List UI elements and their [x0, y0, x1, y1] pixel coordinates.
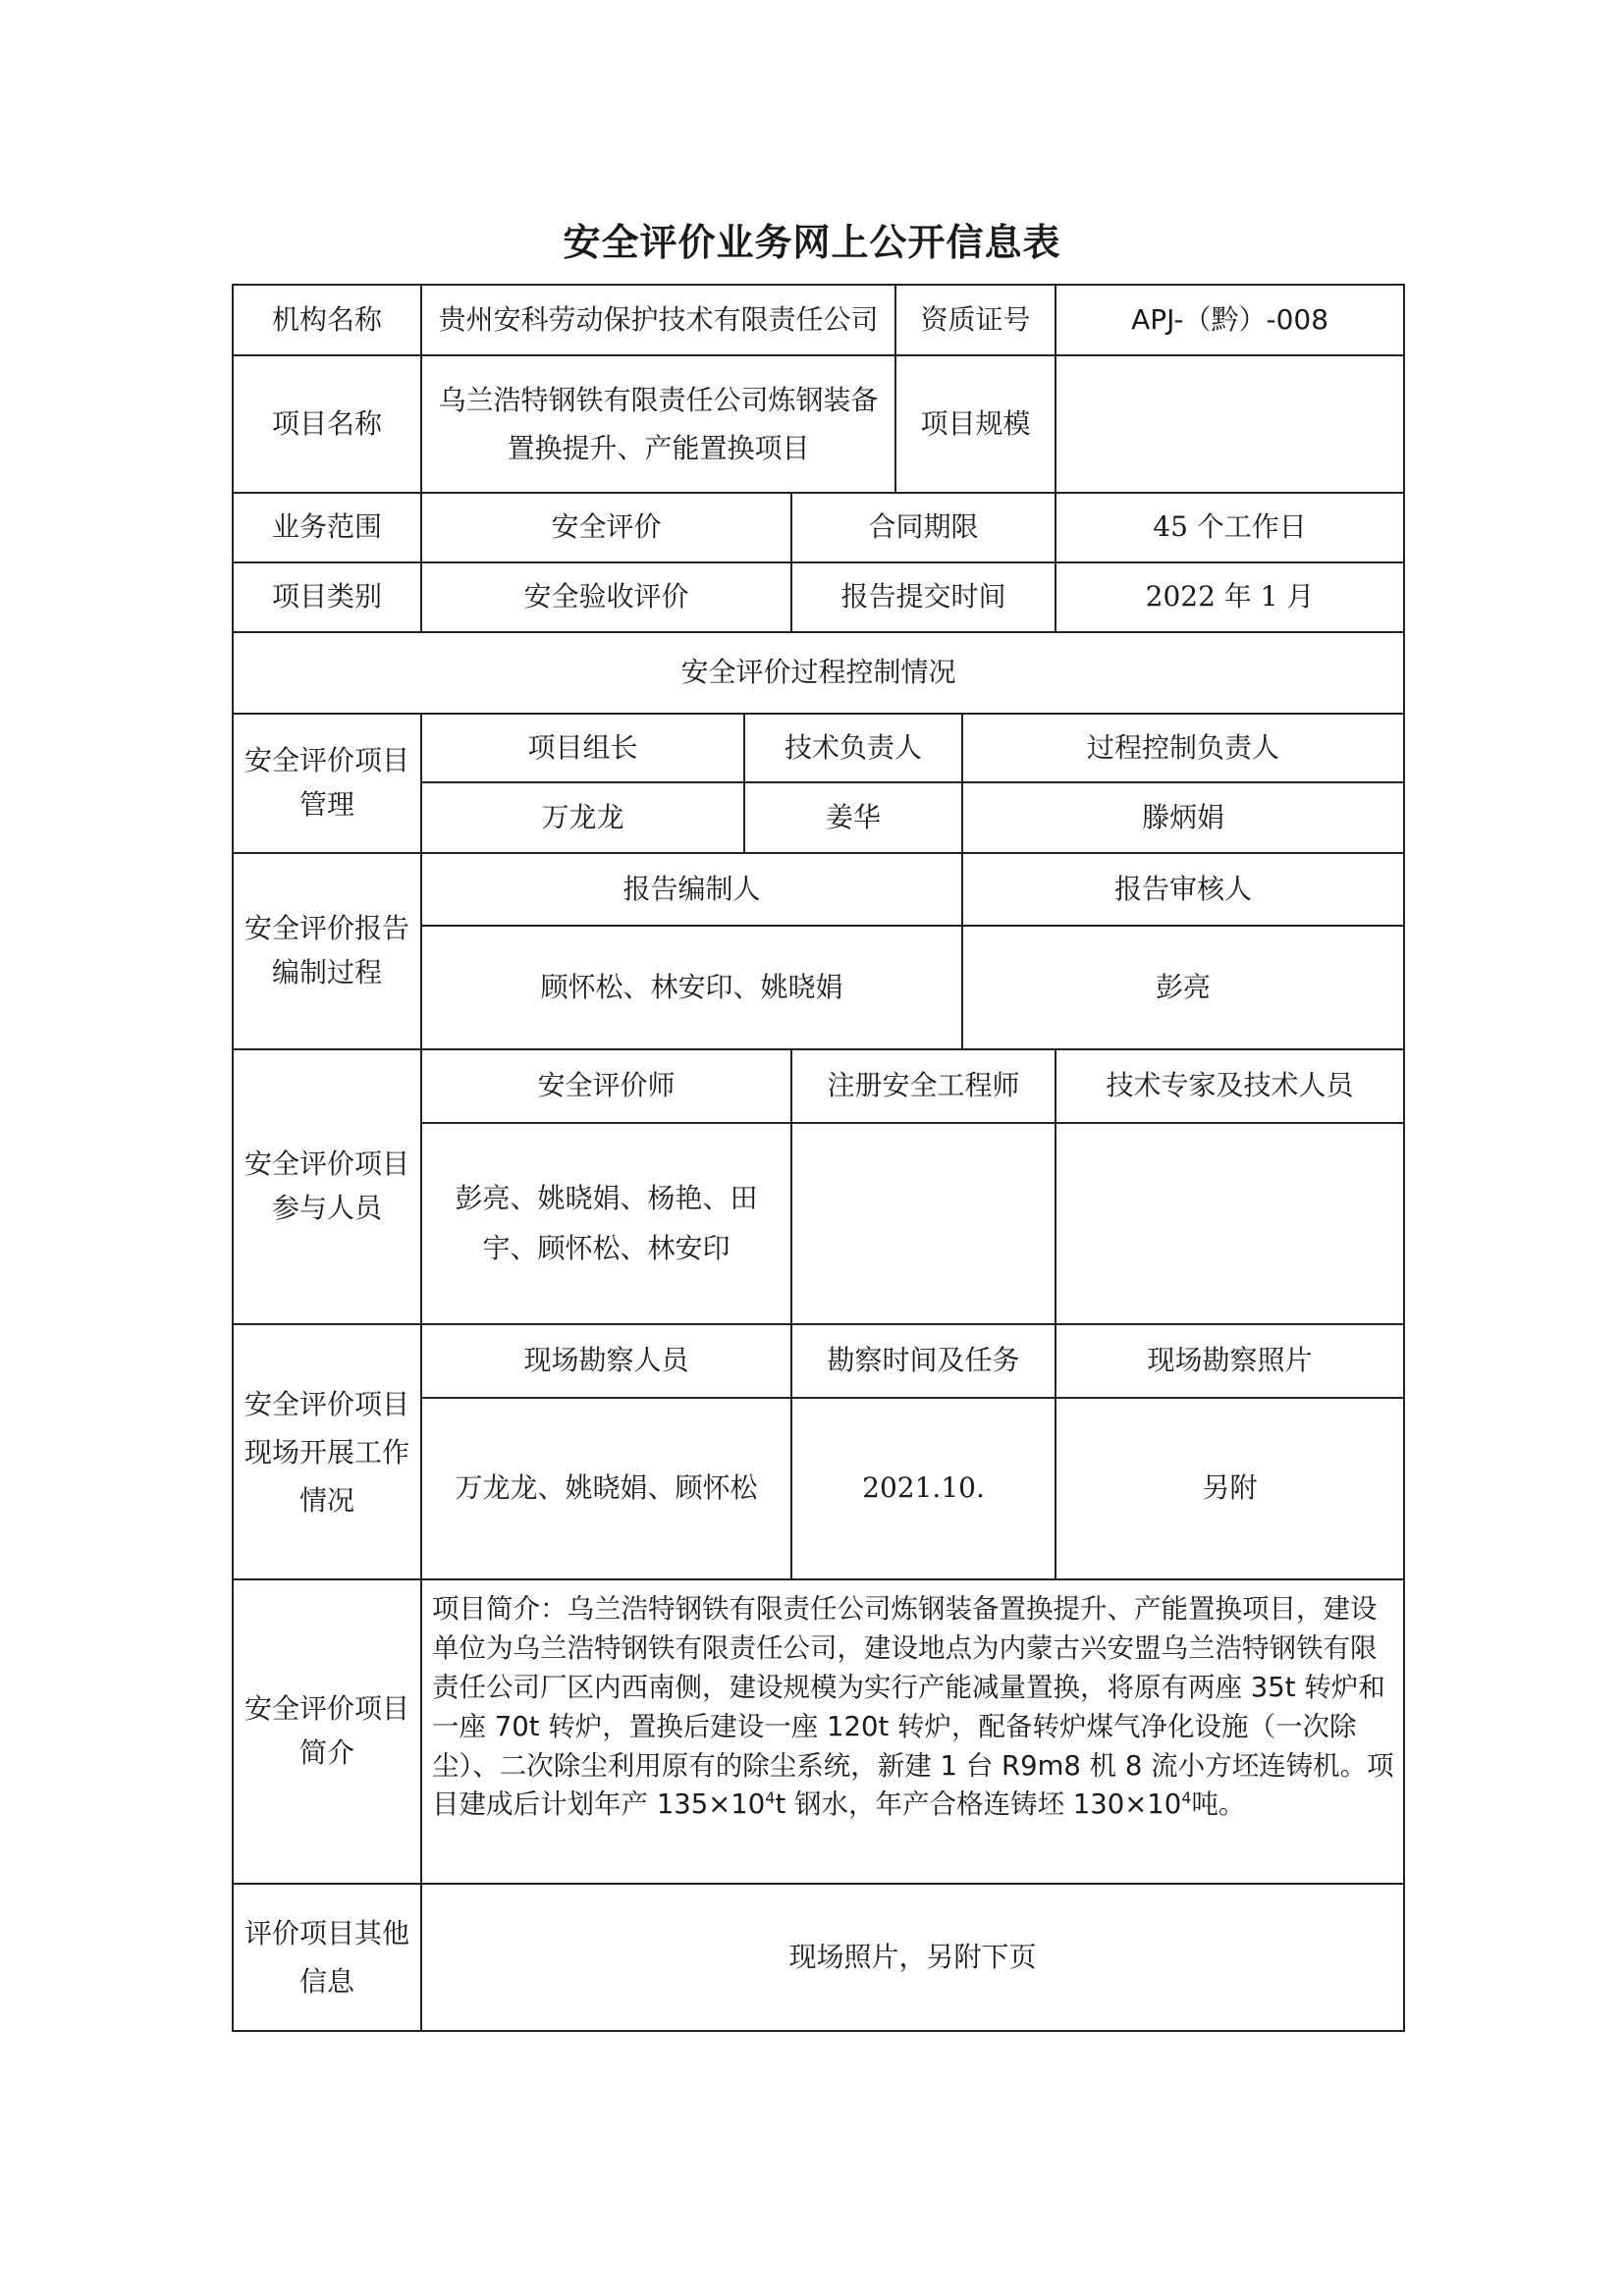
management-header-row — [233, 714, 1404, 782]
intro-label: 安全评价项目简介 — [233, 1579, 421, 1884]
process-header-row — [233, 632, 1404, 714]
contract-period-label: 合同期限 — [791, 493, 1056, 562]
technical-expert-label: 技术专家及技术人员 — [1056, 1049, 1404, 1123]
participants-header-row — [233, 1049, 1404, 1123]
intro-exponent-1: 4 — [765, 1789, 776, 1808]
management-label: 安全评价项目管理 — [233, 714, 421, 853]
other-info-label: 评价项目其他信息 — [233, 1884, 421, 2031]
project-category-value: 安全验收评价 — [421, 562, 791, 632]
project-name-value: 乌兰浩特钢铁有限责任公司炼钢装备置换提升、产能置换项目 — [421, 355, 895, 493]
info-table — [232, 284, 1405, 2032]
survey-time-value: 2021.10. — [791, 1398, 1056, 1579]
registered-engineer-label: 注册安全工程师 — [791, 1049, 1056, 1123]
intro-text-part-2: t 钢水，年产合格连铸坯 130×10 — [775, 1789, 1182, 1821]
contract-period-value: 45 个工作日 — [1056, 493, 1404, 562]
tech-lead-value: 姜华 — [744, 782, 962, 853]
assessor-label: 安全评价师 — [421, 1049, 791, 1123]
tech-lead-label: 技术负责人 — [744, 714, 962, 782]
report-header-row — [233, 853, 1404, 926]
other-info-value: 现场照片，另附下页 — [421, 1884, 1404, 2031]
intro-text-part-3: 吨。 — [1191, 1789, 1246, 1821]
leader-label: 项目组长 — [421, 714, 744, 782]
project-name-label: 项目名称 — [233, 355, 421, 493]
participants-label: 安全评价项目参与人员 — [233, 1049, 421, 1324]
registered-engineers-value — [791, 1123, 1056, 1324]
report-authors: 顾怀松、林安印、姚晓娟 — [421, 926, 962, 1049]
qualification-value: APJ-（黔）-008 — [1056, 285, 1404, 355]
leader-value: 万龙龙 — [421, 782, 744, 853]
report-label: 安全评价报告编制过程 — [233, 853, 421, 1049]
report-author-label: 报告编制人 — [421, 853, 962, 926]
site-header-row — [233, 1324, 1404, 1398]
intro-text — [421, 1579, 1404, 1884]
org-name-value: 贵州安科劳动保护技术有限责任公司 — [421, 285, 895, 355]
intro-exponent-2: 4 — [1181, 1789, 1192, 1808]
process-control-lead-label: 过程控制负责人 — [962, 714, 1404, 782]
org-name-label: 机构名称 — [233, 285, 421, 355]
org-row — [233, 285, 1404, 355]
site-staff-value: 万龙龙、姚晓娟、顾怀松 — [421, 1398, 791, 1579]
submit-time-value: 2022 年 1 月 — [1056, 562, 1404, 632]
business-scope-value: 安全评价 — [421, 493, 791, 562]
survey-time-label: 勘察时间及任务 — [791, 1324, 1056, 1398]
process-control-header: 安全评价过程控制情况 — [233, 632, 1404, 714]
intro-row — [233, 1579, 1404, 1884]
report-reviewer-label: 报告审核人 — [962, 853, 1404, 926]
assessors-value: 彭亮、姚晓娟、杨艳、田宇、顾怀松、林安印 — [421, 1123, 791, 1324]
site-work-label: 安全评价项目现场开展工作情况 — [233, 1324, 421, 1579]
project-scale-value — [1056, 355, 1404, 493]
project-row — [233, 355, 1404, 493]
technical-experts-value — [1056, 1123, 1404, 1324]
submit-time-label: 报告提交时间 — [791, 562, 1056, 632]
site-photo-label: 现场勘察照片 — [1056, 1324, 1404, 1398]
qualification-label: 资质证号 — [895, 285, 1056, 355]
page-title: 安全评价业务网上公开信息表 — [563, 221, 1061, 264]
report-reviewer: 彭亮 — [962, 926, 1404, 1049]
site-staff-label: 现场勘察人员 — [421, 1324, 791, 1398]
intro-text-part-1: 项目简介：乌兰浩特钢铁有限责任公司炼钢装备置换提升、产能置换项目，建设单位为乌兰浩特钢铁有限责任公司，建设地点为内蒙古兴安盟乌兰浩特钢铁有限责任公司厂区内西南侧，建设规模为实行产能减量置换，将原有两座 35t 转炉和一座 70t 转炉，置换后建设一座 120t 转炉，配备转炉煤气净化设施（一次除尘）、二次除尘利用原有的除尘系统，新建 1 台 R9m8 机 8 流小方坯连铸机。项目建成后计划年产 135×10 — [432, 1593, 1394, 1821]
business-scope-label: 业务范围 — [233, 493, 421, 562]
category-row — [233, 562, 1404, 632]
other-row — [233, 1884, 1404, 2031]
process-control-lead-value: 滕炳娟 — [962, 782, 1404, 853]
site-photo-value: 另附 — [1056, 1398, 1404, 1579]
business-row — [233, 493, 1404, 562]
project-category-label: 项目类别 — [233, 562, 421, 632]
project-scale-label: 项目规模 — [895, 355, 1056, 493]
